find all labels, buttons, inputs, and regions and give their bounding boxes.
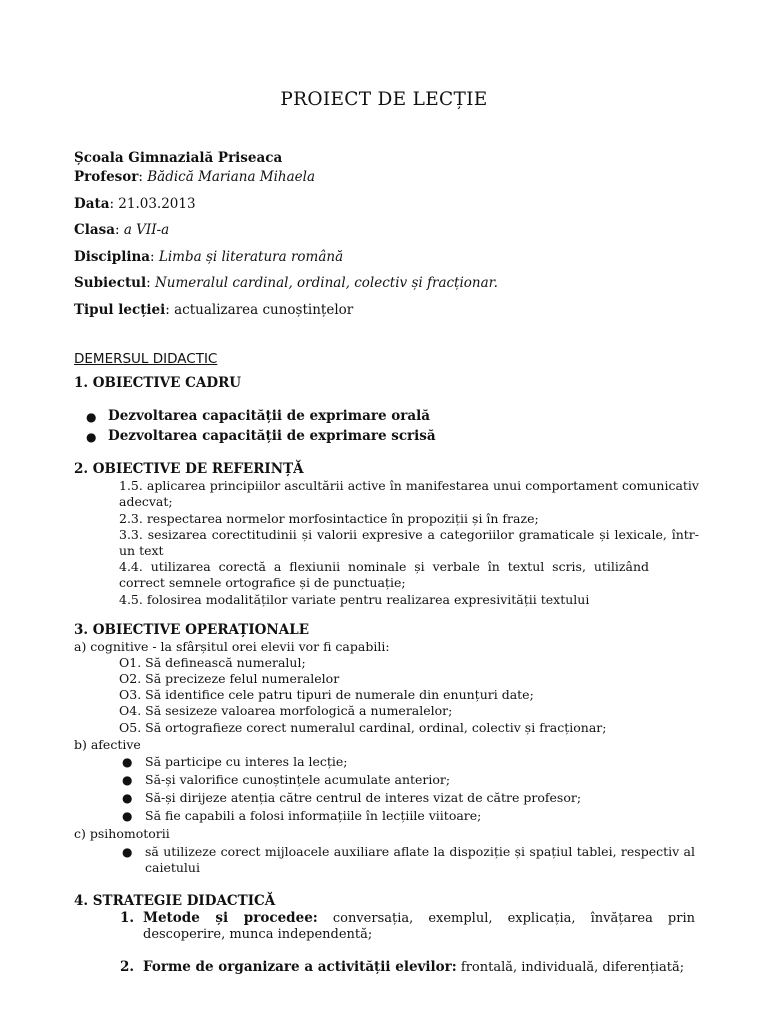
profesor-value: Bădică Mariana Mihaela — [147, 169, 316, 185]
section2-heading: 2. OBIECTIVE DE REFERINȚĂ — [74, 461, 304, 477]
afective-item: Să participe cu interes la lecție; — [145, 754, 348, 769]
cognitive-item: O2. Să precizeze felul numeralelor — [119, 671, 340, 686]
section2-item: 4.4. utilizarea corectă a flexiunii nominale și verbale în textul scris, utilizând correct semnele ortografice și de punctuație; — [119, 559, 649, 590]
data-value: 21.03.2013 — [118, 196, 196, 212]
cognitive-item: O3. Să identifice cele patru tipuri de numerale din enunțuri date; — [119, 687, 534, 702]
bullet-icon: ● — [122, 755, 133, 769]
section4-heading: 4. STRATEGIE DIDACTICĂ — [74, 893, 276, 909]
tipul-line: Tipul lecției: actualizarea cunoștințelor — [74, 302, 354, 318]
strategy-item-text: frontală, individuală, diferențiată; — [456, 960, 685, 975]
strategy-item — [143, 959, 684, 976]
clasa-line: Clasa: a VII-a — [74, 222, 170, 238]
bullet-icon: ● — [86, 430, 97, 444]
psiho-label: c) psihomotorii — [74, 826, 170, 841]
disciplina-line: Disciplina: Limba și literatura română — [74, 249, 344, 265]
cognitive-label: a) cognitive - la sfârșitul orei elevii vor fi capabili: — [74, 639, 390, 654]
clasa-value: a VII-a — [123, 222, 170, 238]
section2-item: 4.5. folosirea modalităților variate pentru realizarea expresivității textului — [119, 592, 590, 607]
bullet-icon: ● — [122, 773, 133, 787]
disciplina-label: Disciplina — [74, 249, 151, 265]
school-name-text: Școala Gimnazială Priseaca — [74, 150, 283, 166]
subiectul-label: Subiectul — [74, 275, 147, 291]
disciplina-value: Limba și literatura română — [158, 249, 344, 265]
page-title: PROIECT DE LECȚIE — [280, 89, 488, 110]
data-line: Data: 21.03.2013 — [74, 196, 196, 212]
section3-heading: 3. OBIECTIVE OPERAȚIONALE — [74, 622, 310, 638]
profesor-label: Profesor — [74, 169, 139, 185]
section2-item: 2.3. respectarea normelor morfosintactice în propoziții și în fraze; — [119, 511, 539, 526]
section2-item: 3.3. sesizarea corectitudinii și valorii expresive a categoriilor gramaticale și lexicale, într-un text — [119, 527, 699, 558]
section1-item: Dezvoltarea capacității de exprimare orală — [108, 408, 430, 424]
tipul-label: Tipul lecției — [74, 302, 166, 318]
afective-item: Să fie capabili a folosi informațiile în lecțiile viitoare; — [145, 808, 482, 823]
strategy-item-label: Forme de organizare a activității elevilor: — [143, 959, 457, 975]
clasa-label: Clasa — [74, 222, 115, 238]
subiectul-value: Numeralul cardinal, ordinal, colectiv și fracționar. — [154, 275, 498, 291]
strategy-item-text: conversația, exemplul, explicația, învățarea prin descoperire, munca independentă; — [143, 911, 695, 942]
section2-item: 1.5. aplicarea principiilor ascultării active în manifestarea unui comportament comunicativ adecvat; — [119, 478, 699, 509]
section1-item: Dezvoltarea capacității de exprimare scrisă — [108, 428, 436, 444]
school-name — [74, 150, 282, 167]
cognitive-item: O5. Să ortografieze corect numeralul cardinal, ordinal, colectiv și fracționar; — [119, 720, 607, 735]
bullet-icon: ● — [122, 809, 133, 823]
profesor-line: Profesor: Bădică Mariana Mihaela — [74, 169, 316, 185]
bullet-icon: ● — [86, 410, 97, 424]
strategy-item-number: 2. — [120, 959, 135, 975]
strategy-item-label: Metode și procedee: — [143, 910, 318, 926]
psiho-item: să utilizeze corect mijloacele auxiliare aflate la dispoziție și spațiul tablei, respectiv al caietului — [145, 844, 695, 875]
afective-item: Să-și valorifice cunoștințele acumulate anterior; — [145, 772, 451, 787]
demersul-heading: DEMERSUL DIDACTIC — [74, 351, 218, 367]
afective-label: b) afective — [74, 737, 141, 752]
afective-item: Să-și dirijeze atenția către centrul de interes vizat de către profesor; — [145, 790, 582, 805]
section1-heading: 1. OBIECTIVE CADRU — [74, 375, 242, 391]
bullet-icon: ● — [122, 791, 133, 805]
cognitive-item: O1. Să definească numeralul; — [119, 655, 306, 670]
data-label: Data — [74, 196, 110, 212]
strategy-item — [143, 910, 695, 943]
subiectul-line: Subiectul: Numeralul cardinal, ordinal, colectiv și fracționar. — [74, 275, 498, 291]
tipul-value: actualizarea cunoștințelor — [174, 302, 354, 318]
cognitive-item: O4. Să sesizeze valoarea morfologică a numeralelor; — [119, 703, 453, 718]
bullet-icon: ● — [122, 845, 133, 859]
strategy-item-number: 1. — [120, 910, 135, 926]
